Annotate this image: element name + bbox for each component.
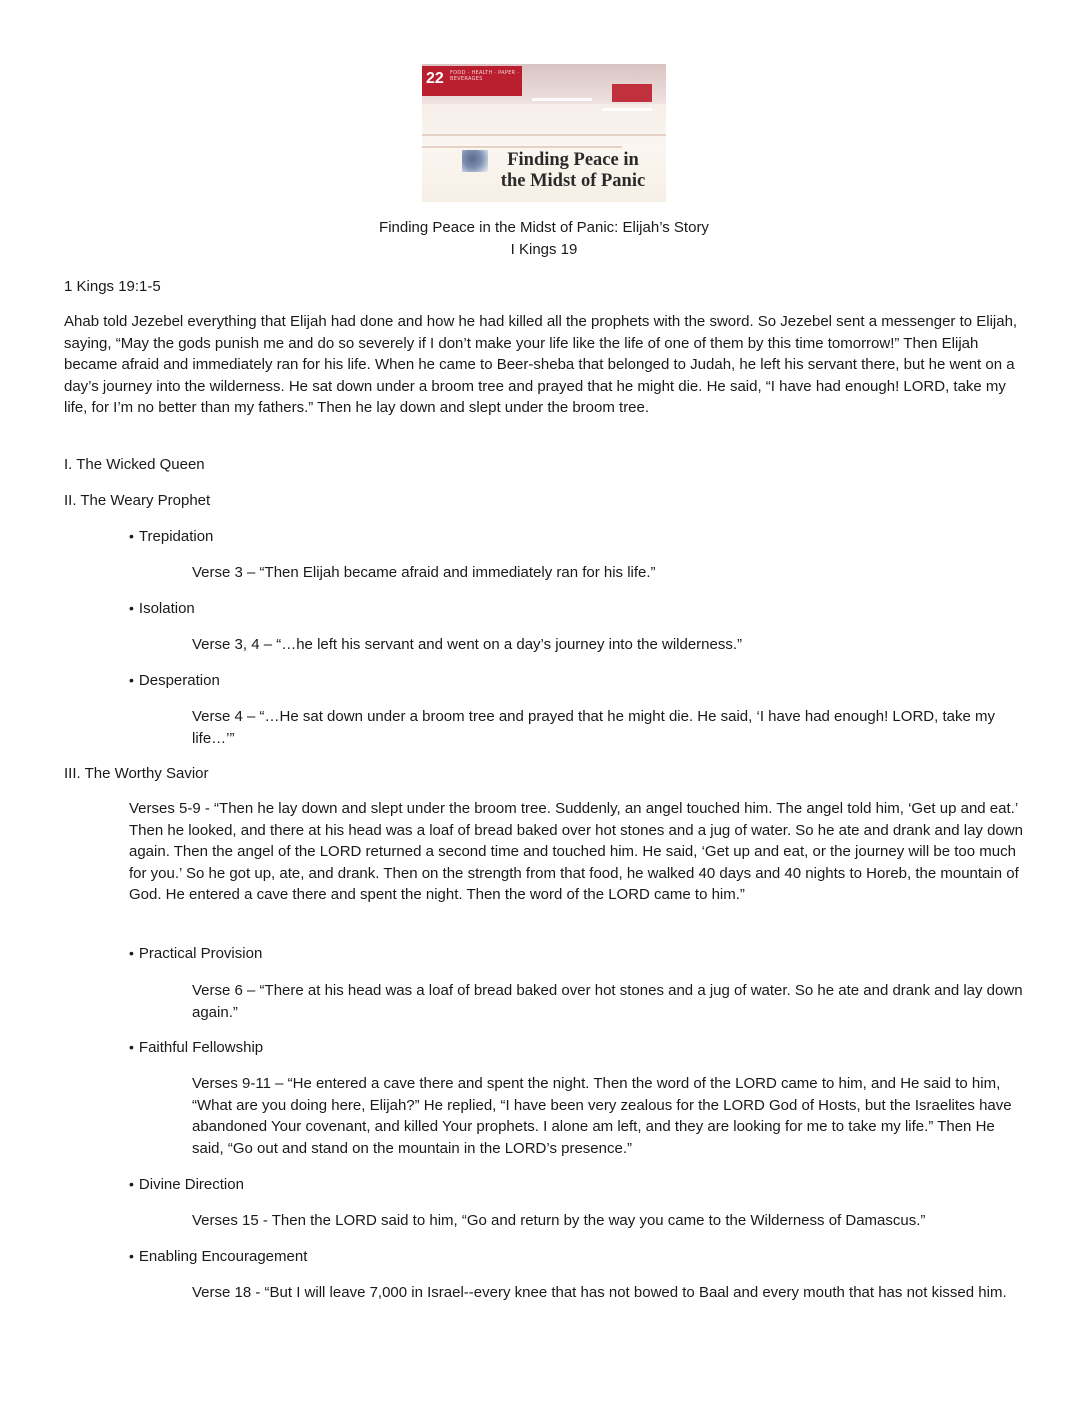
- bullet-item: [129, 1174, 244, 1196]
- document-subtitle: I Kings 19: [510, 241, 578, 258]
- ceiling-light: [532, 98, 592, 101]
- banner-title: [480, 150, 666, 192]
- bullet-item: [129, 943, 262, 965]
- bullet-icon: •: [129, 1176, 134, 1192]
- outline-point-1: I. The Wicked Queen: [64, 456, 205, 473]
- shelf-line: [422, 146, 622, 148]
- bullet-label: Divine Direction: [138, 1176, 244, 1193]
- bullet-verse: Verse 18 - “But I will leave 7,000 in Israel--every knee that has not bowed to Baal and every mouth that has not kissed him.: [192, 1284, 1007, 1301]
- bullet-label: Faithful Fellowship: [138, 1039, 264, 1056]
- point3-passage: Verses 5-9 - “Then he lay down and slept under the broom tree. Suddenly, an angel touched him. The angel told him, ‘Get up and eat.’ Then he looked, and there at his head was a loaf of bread baked over hot stones and a jug of water. So he ate and drank and lay down again. Then the angel of the LORD returned a second time and touched him. He said, ‘Get up and eat, or the journey will be too much for you.’ So he got up, ate, and drank. Then on the strength from that food, he walked 40 days and 40 nights to Horeb, the mountain of God. He entered a cave there and spent the night. Then the word of the LORD came to him.”: [129, 800, 1023, 903]
- banner-title-line1: Finding Peace in: [507, 150, 639, 170]
- intro-passage: Ahab told Jezebel everything that Elijah had done and how he had killed all the prophets with the sword. So Jezebel sent a messenger to Elijah, saying, “May the gods punish me and do so severely if I don’t make your life like the life of one of them by this time tomorrow!” Then Elijah became afraid and immediately ran for his life. When he came to Beer-sheba that belonged to Judah, he left his servant there, but he went on a day’s journey into the wilderness. He sat down under a broom tree and prayed that he might die. He said, “I have had enough! LORD, take my life, for I’m no better than my fathers.” Then he lay down and slept under the broom tree.: [64, 313, 1018, 416]
- aisle-sign: [422, 66, 522, 96]
- bullet-verse: Verse 4 – “…He sat down under a broom tree and prayed that he might die. He said, ‘I have had enough! LORD, take my life…’”: [192, 708, 995, 747]
- outline-point-2: II. The Weary Prophet: [64, 492, 211, 509]
- bullet-icon: •: [129, 672, 134, 688]
- banner-title-line2: the Midst of Panic: [500, 171, 646, 191]
- outline-point-3: III. The Worthy Savior: [64, 765, 209, 782]
- aisle-sign-distant: [612, 84, 652, 102]
- ceiling-light: [602, 108, 652, 111]
- bullet-verse: Verse 6 – “There at his head was a loaf of bread baked over hot stones and a jug of water. So he ate and drank and lay down again.”: [192, 982, 1023, 1021]
- bullet-verse: Verse 3 – “Then Elijah became afraid and immediately ran for his life.”: [192, 564, 656, 581]
- bullet-icon: •: [129, 600, 134, 616]
- bullet-item: [129, 1037, 263, 1059]
- document-title: Finding Peace in the Midst of Panic: Elijah’s Story: [379, 219, 709, 236]
- header-image: [422, 64, 666, 202]
- aisle-sign-text: FOOD · HEALTH · PAPER · BEVERAGES: [450, 70, 520, 82]
- bullet-icon: •: [129, 1248, 134, 1264]
- bullet-label: Isolation: [138, 600, 195, 617]
- bullet-label: Trepidation: [138, 528, 214, 545]
- bullet-label: Desperation: [138, 672, 220, 689]
- bullet-verse: Verses 9-11 – “He entered a cave there and spent the night. Then the word of the LORD came to him, and He said to him, “What are you doing here, Elijah?” He replied, “I have been very zealous for the LORD God of Hosts, but the Israelites have abandoned Your covenant, and killed Your prophets. I alone am left, and they are looking for me to take my life.” Then He said, “Go out and stand on the mountain in the LORD’s presence.”: [192, 1075, 1012, 1157]
- bullet-icon: •: [129, 945, 134, 961]
- bullet-verse: Verse 3, 4 – “…he left his servant and went on a day’s journey into the wilderness.”: [192, 636, 743, 653]
- scripture-reference: 1 Kings 19:1-5: [64, 278, 161, 295]
- bullet-label: Practical Provision: [138, 945, 263, 962]
- shelf-line: [422, 134, 666, 136]
- aisle-number: 22: [426, 70, 444, 87]
- bullet-item: [129, 526, 213, 548]
- bullet-icon: •: [129, 528, 134, 544]
- bullet-verse: Verses 15 - Then the LORD said to him, “Go and return by the way you came to the Wilderness of Damascus.”: [192, 1212, 926, 1229]
- bullet-item: [129, 670, 220, 692]
- bullet-item: [129, 1246, 307, 1268]
- bullet-icon: •: [129, 1039, 134, 1055]
- bullet-item: [129, 598, 195, 620]
- bullet-label: Enabling Encouragement: [138, 1248, 308, 1265]
